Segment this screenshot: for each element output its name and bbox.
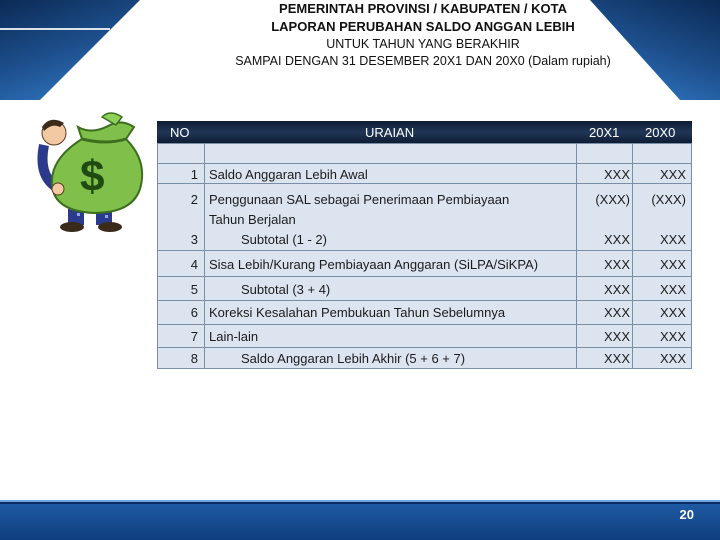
money-bag-illustration bbox=[30, 105, 156, 235]
table-body bbox=[157, 143, 692, 369]
row-description: Lain-lain bbox=[209, 329, 259, 344]
row-value-20x0: XXX bbox=[659, 305, 686, 320]
row-number: 7 bbox=[190, 329, 198, 344]
row-number: 8 bbox=[190, 351, 198, 366]
header-band-left-line bbox=[0, 28, 110, 30]
report-title-block bbox=[130, 0, 716, 70]
title-line-1: PEMERINTAH PROVINSI / KABUPATEN / KOTA bbox=[279, 1, 567, 16]
row-value-20x1: (XXX) bbox=[595, 192, 630, 207]
table-header bbox=[157, 121, 692, 143]
row-description: Koreksi Kesalahan Pembukuan Tahun Sebelumnya bbox=[209, 305, 506, 320]
col-header-no: NO bbox=[170, 125, 190, 140]
row-description: Saldo Anggaran Lebih Akhir (5 + 6 + 7) bbox=[241, 351, 466, 366]
row-divider bbox=[158, 276, 691, 277]
row-number: 3 bbox=[190, 232, 198, 247]
row-divider bbox=[158, 250, 691, 251]
row-number: 1 bbox=[190, 167, 198, 182]
row-value-20x0: XXX bbox=[659, 282, 686, 297]
row-divider bbox=[158, 324, 691, 325]
row-number: 2 bbox=[190, 192, 198, 207]
row-description: Saldo Anggaran Lebih Awal bbox=[209, 167, 368, 182]
title-line-3: UNTUK TAHUN YANG BERAKHIR bbox=[326, 37, 520, 51]
row-number: 6 bbox=[190, 305, 198, 320]
row-value-20x0: (XXX) bbox=[651, 192, 686, 207]
row-value-20x0: XXX bbox=[659, 329, 686, 344]
row-value-20x1: XXX bbox=[603, 282, 630, 297]
row-value-20x0: XXX bbox=[659, 232, 686, 247]
row-divider bbox=[158, 163, 691, 164]
row-number: 4 bbox=[190, 257, 198, 272]
row-number: 5 bbox=[190, 282, 198, 297]
col-divider bbox=[204, 144, 205, 368]
row-description: Subtotal (1 - 2) bbox=[241, 232, 327, 247]
money-bag-icon bbox=[30, 105, 156, 235]
row-value-20x0: XXX bbox=[659, 257, 686, 272]
row-description: Sisa Lebih/Kurang Pembiayaan Anggaran (SiLPA/SiKPA) bbox=[209, 257, 539, 272]
col-header-uraian: URAIAN bbox=[365, 125, 415, 140]
row-divider bbox=[158, 300, 691, 301]
row-value-20x1: XXX bbox=[603, 351, 630, 366]
col-header-20x0: 20X0 bbox=[645, 125, 676, 140]
col-header-20x1: 20X1 bbox=[589, 125, 620, 140]
col-divider bbox=[576, 144, 577, 368]
row-value-20x1: XXX bbox=[603, 329, 630, 344]
page-number: 20 bbox=[679, 507, 694, 522]
footer-band bbox=[0, 500, 720, 540]
row-value-20x1: XXX bbox=[603, 167, 630, 182]
row-divider bbox=[158, 347, 691, 348]
bag-dollar-sign: $ bbox=[80, 152, 105, 201]
sal-report-table bbox=[157, 121, 692, 369]
row-description: Subtotal (3 + 4) bbox=[241, 282, 331, 297]
title-line-4: SAMPAI DENGAN 31 DESEMBER 20X1 DAN 20X0 (Dalam rupiah) bbox=[235, 54, 611, 68]
row-value-20x0: XXX bbox=[659, 351, 686, 366]
row-value-20x0: XXX bbox=[659, 167, 686, 182]
row-value-20x1: XXX bbox=[603, 232, 630, 247]
title-line-2: LAPORAN PERUBAHAN SALDO ANGGAN LEBIH bbox=[271, 19, 575, 34]
row-value-20x1: XXX bbox=[603, 257, 630, 272]
row-description: Penggunaan SAL sebagai Penerimaan Pembiayaan bbox=[209, 192, 510, 207]
row-description-continued: Tahun Berjalan bbox=[209, 212, 296, 227]
row-value-20x1: XXX bbox=[603, 305, 630, 320]
